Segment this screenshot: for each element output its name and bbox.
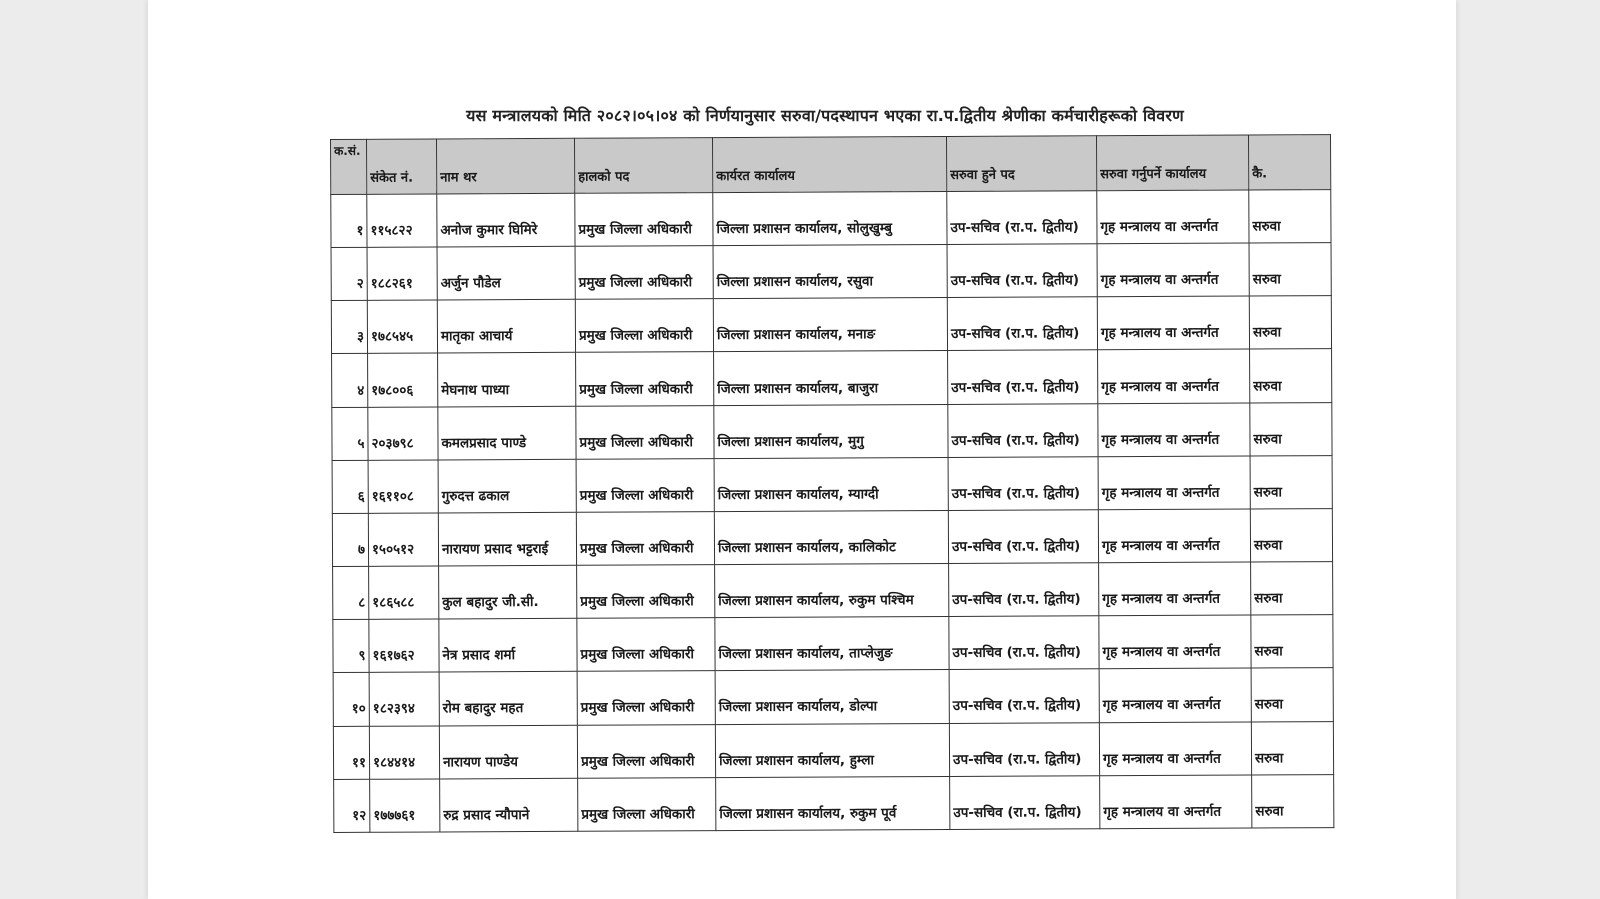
cell-new-post: उप-सचिव (रा.प. द्वितीय) (947, 297, 1097, 351)
header-name: नाम थर (437, 138, 575, 194)
cell-remarks: सरुवा (1251, 668, 1333, 722)
cell-office: जिल्ला प्रशासन कार्यालय, हुम्ला (715, 723, 949, 777)
cell-remarks: सरुवा (1249, 190, 1331, 244)
cell-remarks: सरुवा (1250, 349, 1332, 403)
cell-new-post: उप-सचिव (रा.प. द्वितीय) (949, 563, 1099, 617)
cell-remarks: सरुवा (1251, 615, 1333, 669)
cell-code: १८६५८८ (369, 566, 439, 619)
cell-new-post: उप-सचिव (रा.प. द्वितीय) (947, 244, 1097, 298)
cell-office: जिल्ला प्रशासन कार्यालय, मुगु (714, 404, 948, 458)
cell-office: जिल्ला प्रशासन कार्यालय, म्याग्दी (714, 457, 948, 511)
cell-sn: ९ (333, 620, 369, 673)
cell-code: १५०५१२ (368, 513, 438, 566)
cell-code: १८४४१४ (369, 726, 439, 779)
header-transfer-office: सरुवा गर्नुपर्ने कार्यालय (1096, 135, 1248, 191)
cell-transfer-office: गृह मन्त्रालय वा अन्तर्गत (1100, 775, 1252, 829)
cell-transfer-office: गृह मन्त्रालय वा अन्तर्गत (1099, 668, 1251, 722)
cell-transfer-office: गृह मन्त्रालय वा अन्तर्गत (1097, 296, 1249, 350)
cell-current-post: प्रमुख जिल्ला अधिकारी (575, 193, 713, 247)
cell-new-post: उप-सचिव (रा.प. द्वितीय) (949, 722, 1099, 776)
cell-name: रोम बहादुर महत (439, 672, 577, 726)
table-row (333, 668, 1333, 726)
cell-name: नेत्र प्रसाद शर्मा (439, 619, 577, 673)
table-row (332, 349, 1332, 407)
cell-transfer-office: गृह मन्त्रालय वा अन्तर्गत (1098, 403, 1250, 457)
cell-current-post: प्रमुख जिल्ला अधिकारी (576, 405, 714, 459)
header-remarks: कै. (1248, 135, 1330, 190)
cell-name: नारायण पाण्डेय (439, 725, 577, 779)
cell-code: १७७७६१ (370, 779, 440, 833)
cell-transfer-office: गृह मन्त्रालय वा अन्तर्गत (1097, 243, 1249, 297)
cell-code: ११५८२२ (367, 194, 437, 247)
cell-current-post: प्रमुख जिल्ला अधिकारी (575, 246, 713, 300)
cell-office: जिल्ला प्रशासन कार्यालय, कालिकोट (714, 510, 948, 564)
cell-sn: ११ (333, 726, 369, 779)
cell-code: १७८००६ (368, 353, 438, 406)
cell-current-post: प्रमुख जिल्ला अधिकारी (576, 352, 714, 406)
cell-name: कमलप्रसाद पाण्डे (438, 406, 576, 460)
cell-office: जिल्ला प्रशासन कार्यालय, डोल्पा (715, 670, 949, 724)
cell-sn: ८ (333, 566, 369, 619)
cell-new-post: उप-सचिव (रा.प. द्वितीय) (950, 775, 1100, 829)
cell-transfer-office: गृह मन्त्रालय वा अन्तर्गत (1098, 509, 1250, 563)
cell-office: जिल्ला प्रशासन कार्यालय, मनाङ (713, 298, 947, 352)
cell-name: अनोज कुमार घिमिरे (437, 193, 575, 247)
cell-name: गुरुदत्त ढकाल (438, 459, 576, 513)
cell-new-post: उप-सचिव (रा.प. द्वितीय) (949, 616, 1099, 670)
cell-code: १८८२६१ (367, 247, 437, 300)
header-sn: क.सं. (331, 139, 367, 194)
cell-name: अर्जुन पौडेल (437, 246, 575, 300)
cell-current-post: प्रमुख जिल्ला अधिकारी (577, 724, 715, 778)
cell-office: जिल्ला प्रशासन कार्यालय, बाजुरा (714, 351, 948, 405)
cell-remarks: सरुवा (1249, 243, 1331, 297)
table-row (333, 562, 1333, 620)
cell-sn: ७ (332, 513, 368, 566)
table-header (331, 135, 1331, 195)
cell-sn: ४ (332, 354, 368, 407)
cell-code: १८२३९४ (369, 672, 439, 725)
table-row (333, 721, 1333, 779)
cell-remarks: सरुवा (1249, 296, 1331, 350)
cell-transfer-office: गृह मन्त्रालय वा अन्तर्गत (1099, 722, 1251, 776)
cell-name: कुल बहादुर जी.सी. (439, 565, 577, 619)
cell-current-post: प्रमुख जिल्ला अधिकारी (575, 299, 713, 353)
header-current-post: हालको पद (574, 138, 712, 194)
cell-new-post: उप-सचिव (रा.प. द्वितीय) (948, 403, 1098, 457)
cell-new-post: उप-सचिव (रा.प. द्वितीय) (948, 510, 1098, 564)
table-body (331, 190, 1334, 833)
cell-sn: २ (331, 247, 367, 300)
table-row (334, 774, 1334, 832)
cell-current-post: प्रमुख जिल्ला अधिकारी (576, 458, 714, 512)
transfer-table (330, 134, 1334, 833)
cell-remarks: सरुवा (1251, 562, 1333, 616)
table-row (331, 296, 1331, 354)
cell-office: जिल्ला प्रशासन कार्यालय, ताप्लेजुङ (715, 617, 949, 671)
table-row (331, 243, 1331, 301)
table-row (333, 615, 1333, 673)
cell-transfer-office: गृह मन्त्रालय वा अन्तर्गत (1098, 456, 1250, 510)
cell-office: जिल्ला प्रशासन कार्यालय, रुकुम पश्चिम (715, 564, 949, 618)
cell-transfer-office: गृह मन्त्रालय वा अन्तर्गत (1099, 562, 1251, 616)
cell-name: नारायण प्रसाद भट्टराई (438, 512, 576, 566)
cell-current-post: प्रमुख जिल्ला अधिकारी (576, 512, 714, 566)
cell-current-post: प्रमुख जिल्ला अधिकारी (577, 618, 715, 672)
cell-code: १६११०८ (368, 460, 438, 513)
cell-code: २०३७९८ (368, 407, 438, 460)
header-new-post: सरुवा हुने पद (946, 136, 1096, 192)
cell-new-post: उप-सचिव (रा.प. द्वितीय) (948, 350, 1098, 404)
cell-new-post: उप-सचिव (रा.प. द्वितीय) (947, 191, 1097, 245)
cell-code: १६१७६२ (369, 619, 439, 672)
cell-current-post: प्रमुख जिल्ला अधिकारी (577, 671, 715, 725)
table-row (332, 402, 1332, 460)
document-title: यस मन्त्रालयको मिति २०८२।०५।०४ को निर्णयानुसार सरुवा/पदस्थापन भएका रा.प.द्वितीय श्रेणीका कर्मचारीहरूको विवरण (466, 106, 1184, 125)
cell-remarks: सरुवा (1250, 509, 1332, 563)
cell-remarks: सरुवा (1250, 402, 1332, 456)
cell-office: जिल्ला प्रशासन कार्यालय, रुकुम पूर्व (716, 776, 950, 830)
table-row (332, 509, 1332, 567)
table-row (332, 455, 1332, 513)
table-row (331, 190, 1331, 248)
cell-sn: ५ (332, 407, 368, 460)
cell-sn: ६ (332, 460, 368, 513)
cell-sn: १ (331, 194, 367, 247)
cell-transfer-office: गृह मन्त्रालय वा अन्तर्गत (1099, 615, 1251, 669)
cell-remarks: सरुवा (1250, 455, 1332, 509)
cell-new-post: उप-सचिव (रा.प. द्वितीय) (949, 669, 1099, 723)
cell-sn: १० (333, 673, 369, 726)
cell-sn: ३ (331, 301, 367, 354)
cell-name: मेघनाथ पाध्या (438, 353, 576, 407)
cell-office: जिल्ला प्रशासन कार्यालय, सोलुखुम्बु (713, 191, 947, 245)
cell-name: रुद्र प्रसाद न्यौपाने (440, 778, 578, 832)
cell-remarks: सरुवा (1252, 774, 1334, 828)
cell-office: जिल्ला प्रशासन कार्यालय, रसुवा (713, 245, 947, 299)
cell-code: १७८५४५ (367, 300, 437, 353)
cell-transfer-office: गृह मन्त्रालय वा अन्तर्गत (1097, 190, 1249, 244)
header-row (331, 135, 1331, 195)
cell-transfer-office: गृह मन्त्रालय वा अन्तर्गत (1098, 349, 1250, 403)
cell-current-post: प्रमुख जिल्ला अधिकारी (577, 565, 715, 619)
cell-current-post: प्रमुख जिल्ला अधिकारी (578, 777, 716, 831)
cell-new-post: उप-सचिव (रा.प. द्वितीय) (948, 457, 1098, 511)
header-office: कार्यरत कार्यालय (712, 136, 946, 192)
cell-remarks: सरुवा (1251, 721, 1333, 775)
header-code: संकेत नं. (367, 139, 437, 194)
cell-name: मातृका आचार्य (437, 300, 575, 354)
cell-sn: १२ (334, 779, 370, 832)
